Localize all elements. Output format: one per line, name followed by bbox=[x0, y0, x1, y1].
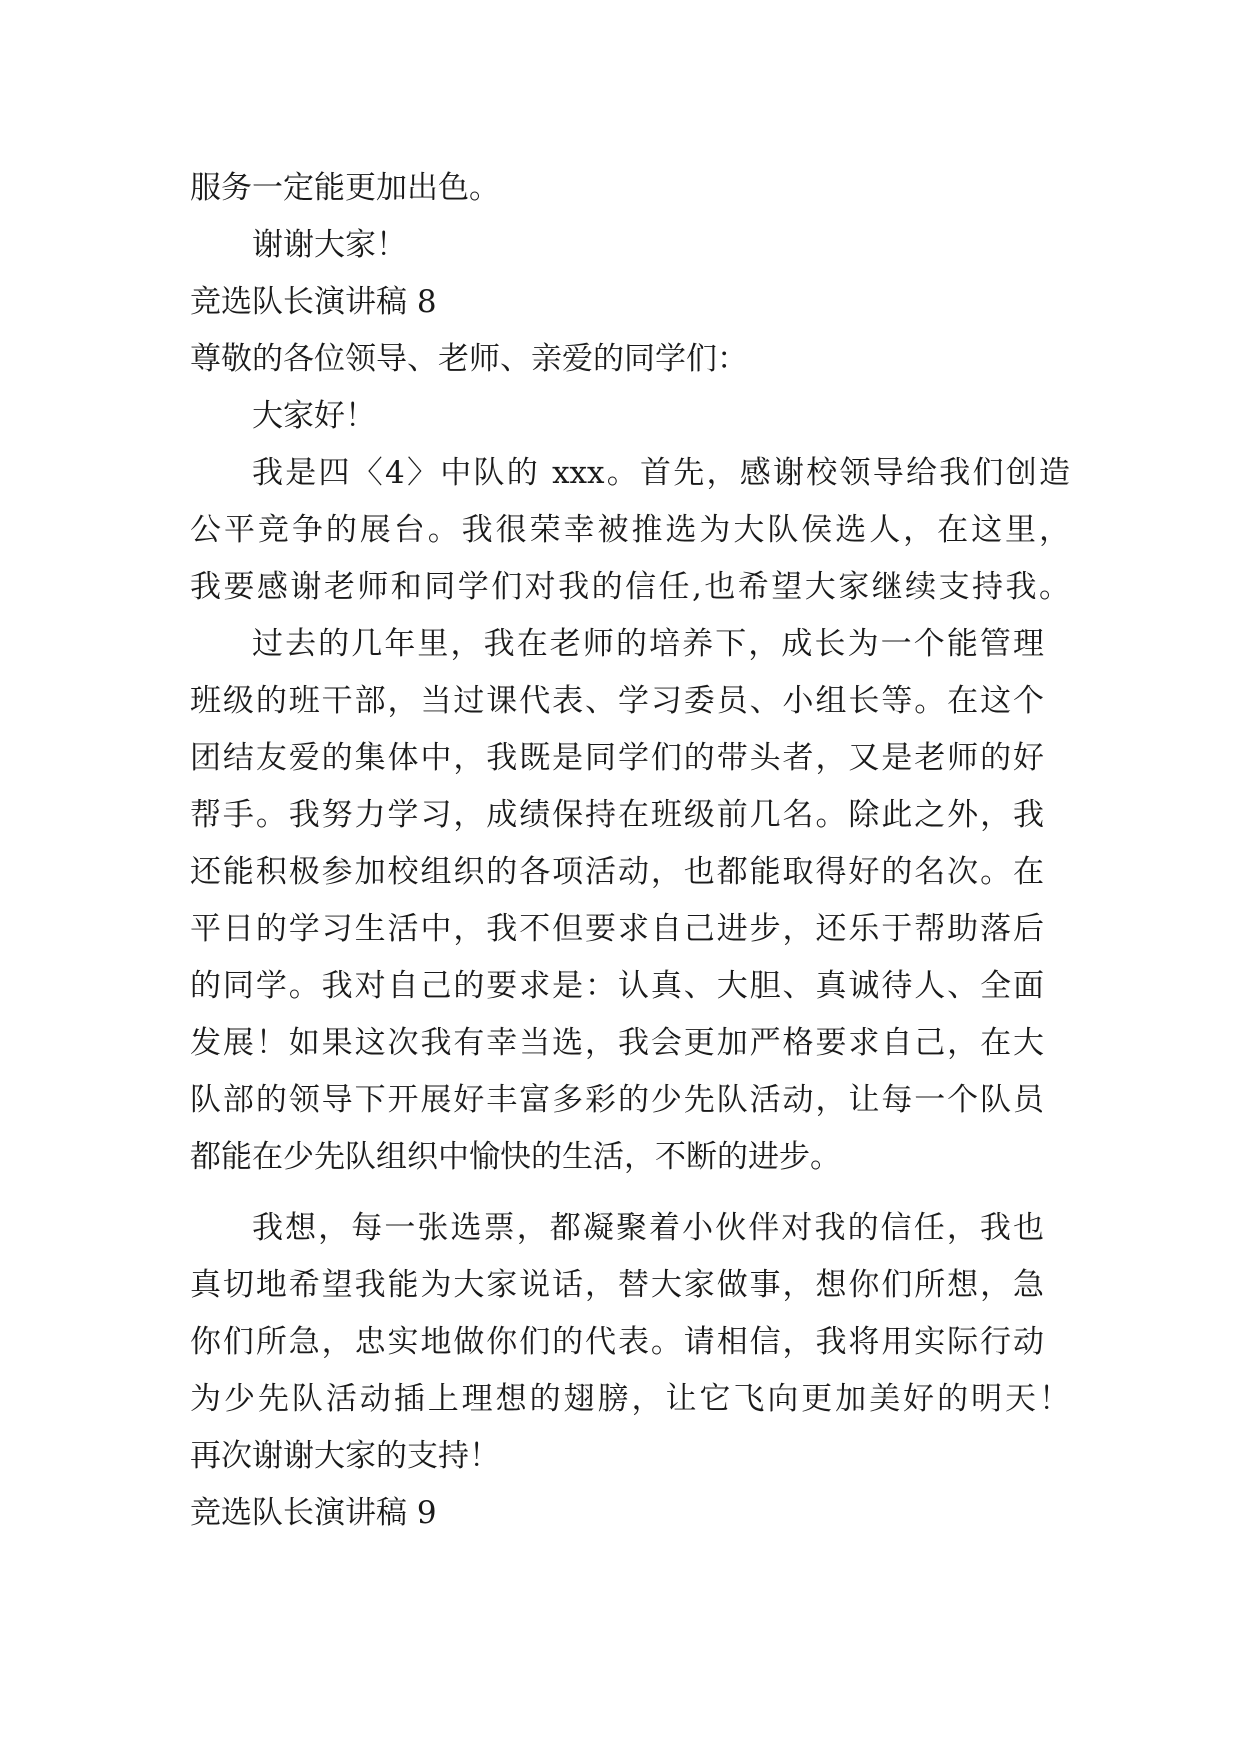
text-line: 还能积极参加校组织的各项活动，也都能取得好的名次。在 bbox=[190, 854, 1044, 890]
text-line: 的同学。我对自己的要求是：认真、大胆、真诚待人、全面 bbox=[190, 968, 1044, 1004]
text-line: 再次谢谢大家的支持！ bbox=[190, 1438, 500, 1474]
text-line: 过去的几年里，我在老师的培养下，成长为一个能管理 bbox=[252, 626, 1044, 662]
text-line: 我是四〈4〉中队的 xxx。首先，感谢校领导给我们创造 bbox=[252, 455, 1070, 491]
text-line: 都能在少先队组织中愉快的生活，不断的进步。 bbox=[190, 1139, 841, 1175]
text-line: 平日的学习生活中，我不但要求自己进步，还乐于帮助落后 bbox=[190, 911, 1044, 947]
section-heading: 竞选队长演讲稿 8 bbox=[190, 284, 437, 320]
text-line: 我要感谢老师和同学们对我的信任,也希望大家继续支持我。 bbox=[190, 569, 1070, 605]
text-line: 团结友爱的集体中，我既是同学们的带头者，又是老师的好 bbox=[190, 740, 1044, 776]
text-line: 服务一定能更加出色。 bbox=[190, 170, 500, 206]
salutation: 尊敬的各位领导、老师、亲爱的同学们： bbox=[190, 341, 748, 377]
text-line: 公平竞争的展台。我很荣幸被推选为大队侯选人，在这里， bbox=[190, 512, 1070, 548]
text-line: 我想，每一张选票，都凝聚着小伙伴对我的信任，我也 bbox=[252, 1210, 1044, 1246]
text-line: 你们所急，忠实地做你们的代表。请相信，我将用实际行动 bbox=[190, 1324, 1044, 1360]
text-line: 谢谢大家！ bbox=[252, 227, 407, 263]
text-line: 为少先队活动插上理想的翅膀，让它飞向更加美好的明天！ bbox=[190, 1381, 1070, 1417]
text-line: 真切地希望我能为大家说话，替大家做事，想你们所想，急 bbox=[190, 1267, 1044, 1303]
text-line: 发展！如果这次我有幸当选，我会更加严格要求自己，在大 bbox=[190, 1025, 1044, 1061]
section-heading: 竞选队长演讲稿 9 bbox=[190, 1495, 437, 1531]
text-line: 队部的领导下开展好丰富多彩的少先队活动，让每一个队员 bbox=[190, 1082, 1044, 1118]
greeting: 大家好！ bbox=[252, 398, 376, 434]
text-line: 班级的班干部，当过课代表、学习委员、小组长等。在这个 bbox=[190, 683, 1044, 719]
text-line: 帮手。我努力学习，成绩保持在班级前几名。除此之外，我 bbox=[190, 797, 1044, 833]
